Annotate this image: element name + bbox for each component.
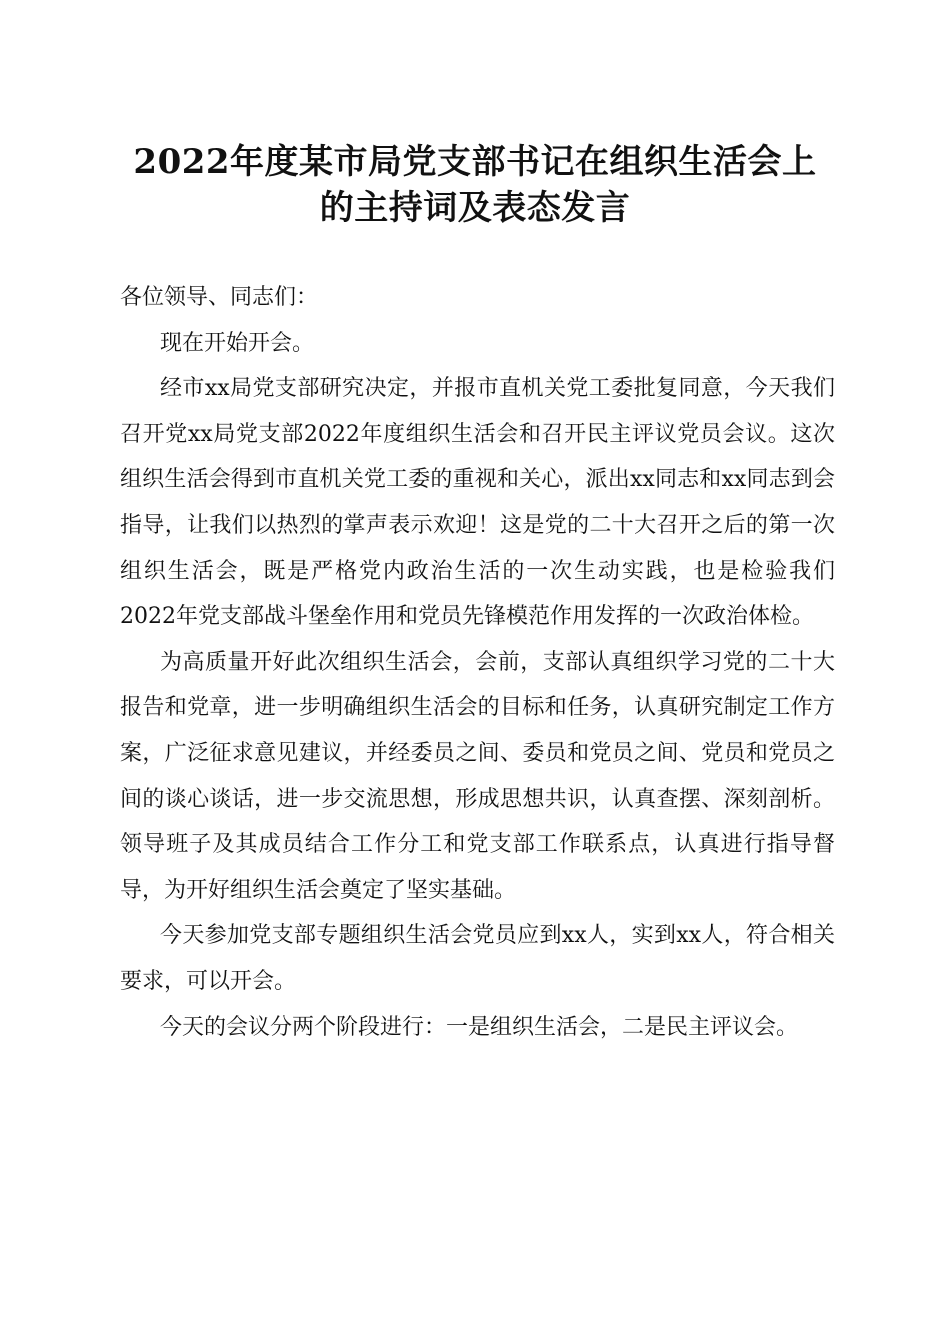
document-title-line-2: 的主持词及表态发言	[319, 188, 631, 228]
document-title-line-1: 2022年度某市局党支部书记在组织生活会上	[133, 142, 817, 182]
paragraph-meeting-purpose: 经市xx局党支部研究决定，并报市直机关党工委批复同意，今天我们召开党xx局党支部2022年度组织生活会和召开民主评议党员会议。这次组织生活会得到市直机关党工委的重视和关心，派出xx同志和xx同志到会指导，让我们以热烈的掌声表示欢迎！这是党的二十大召开之后的第一次组织生活会，既是严格党内政治生活的一次生动实践，也是检验我们2022年党支部战斗堡垒作用和党员先锋模范作用发挥的一次政治体检。	[120, 376, 835, 630]
paragraph-agenda: 今天的会议分两个阶段进行：一是组织生活会，二是民主评议会。	[160, 1014, 799, 1040]
paragraph-preparation: 为高质量开好此次组织生活会，会前，支部认真组织学习党的二十大报告和党章，进一步明确组织生活会的目标和任务，认真研究制定工作方案，广泛征求意见建议，并经委员之间、委员和党员之间、党员和党员之间的谈心谈话，进一步交流思想，形成思想共识，认真查摆、深刻剖析。领导班子及其成员结合工作分工和党支部工作联系点，认真进行指导督导，为开好组织生活会奠定了坚实基础。	[120, 649, 835, 903]
document-body	[120, 275, 835, 1050]
paragraph-opening: 现在开始开会。	[160, 330, 315, 356]
salutation: 各位领导、同志们：	[120, 285, 319, 310]
paragraph-attendance: 今天参加党支部专题组织生活会党员应到xx人，实到xx人，符合相关要求，可以开会。	[120, 923, 835, 994]
